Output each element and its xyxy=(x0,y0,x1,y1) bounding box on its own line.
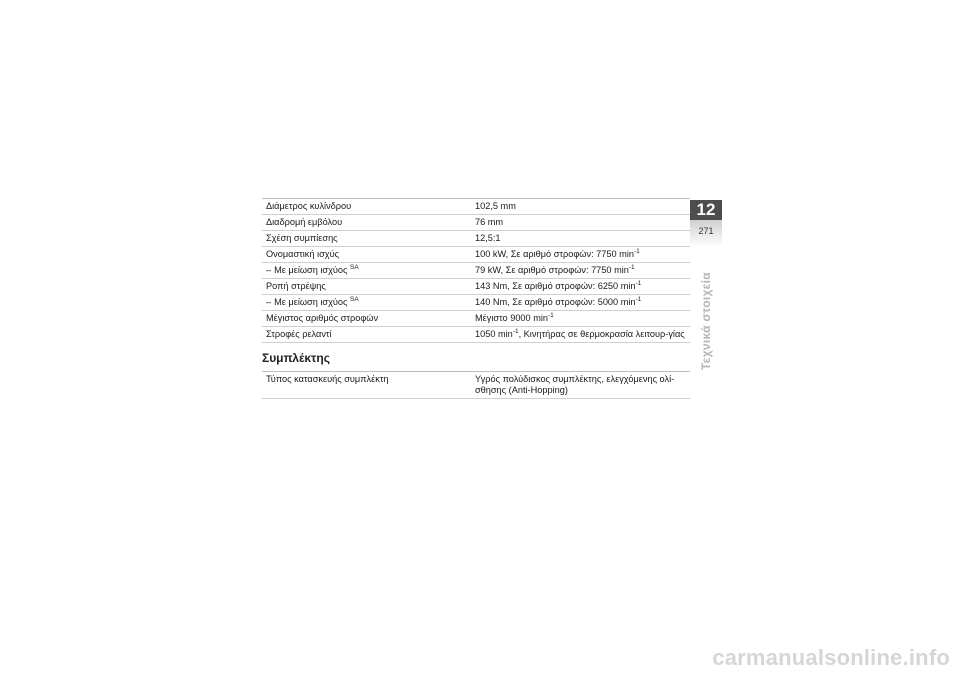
watermark: carmanualsonline.info xyxy=(712,645,950,670)
page-number: 271 xyxy=(690,220,722,246)
chapter-title-vertical xyxy=(686,272,726,382)
spec-value: 102,5 mm xyxy=(471,199,690,215)
engine-specs-table xyxy=(262,198,690,343)
table-row xyxy=(262,372,690,399)
spec-value: Μέγιστο 9000 $\min^{-1}$ xyxy=(471,311,690,327)
spec-value: 100 kW, Σε αριθμό στροφών: 7750 $\min^{-1}$ xyxy=(471,247,690,263)
dash-marker: – xyxy=(266,265,272,275)
spec-label: Διαδρομή εμβόλου xyxy=(262,215,471,231)
spec-label: Ροπή στρέψης xyxy=(262,279,471,295)
spec-value: 140 Nm, Σε αριθμό στροφών: 5000 $\min^{-1}$ xyxy=(471,295,690,311)
table-row xyxy=(262,279,690,295)
sa-marker: SA xyxy=(350,296,359,303)
clutch-specs-table xyxy=(262,371,690,399)
spec-label: Διάμετρος κυλίνδρου xyxy=(262,199,471,215)
spec-label: Σχέση συμπίεσης xyxy=(262,231,471,247)
spec-value: 143 Nm, Σε αριθμό στροφών: 6250 $\min^{-1}$ xyxy=(471,279,690,295)
spec-label: Τύπος κατασκευής συμπλέκτη xyxy=(262,372,471,399)
table-row xyxy=(262,263,690,279)
spec-label: Ονομαστική ισχύς xyxy=(262,247,471,263)
spec-label: Μέγιστος αριθμός στροφών xyxy=(262,311,471,327)
chapter-number: 12 xyxy=(690,200,722,220)
spec-label: – Με μείωση ισχύος $^{SA}$ xyxy=(262,295,471,311)
section-title: Συμπλέκτης xyxy=(262,351,330,365)
table-row xyxy=(262,247,690,263)
spec-value: 76 mm xyxy=(471,215,690,231)
spec-value: 12,5:1 xyxy=(471,231,690,247)
spec-label: – Με μείωση ισχύος $^{SA}$ xyxy=(262,263,471,279)
dash-marker: – xyxy=(266,297,272,307)
table-row xyxy=(262,311,690,327)
table-row xyxy=(262,215,690,231)
table-row xyxy=(262,295,690,311)
spec-label: Στροφές ρελαντί xyxy=(262,327,471,343)
spec-value: 1050 $\min^{-1}$, Κινητήρας σε θερμοκρασία λειτουρ-γίας xyxy=(471,327,690,343)
table-row xyxy=(262,199,690,215)
table-row xyxy=(262,327,690,343)
sa-marker: SA xyxy=(350,264,359,271)
spec-value: 79 kW, Σε αριθμό στροφών: 7750 $\min^{-1}$ xyxy=(471,263,690,279)
spec-value: Υγρός πολύδισκος συμπλέκτης, ελεγχόμενης ολί-σθησης (Anti-Hopping) xyxy=(471,372,690,399)
chapter-title: Τεχνικά στοιχεία xyxy=(699,272,713,371)
table-row xyxy=(262,231,690,247)
